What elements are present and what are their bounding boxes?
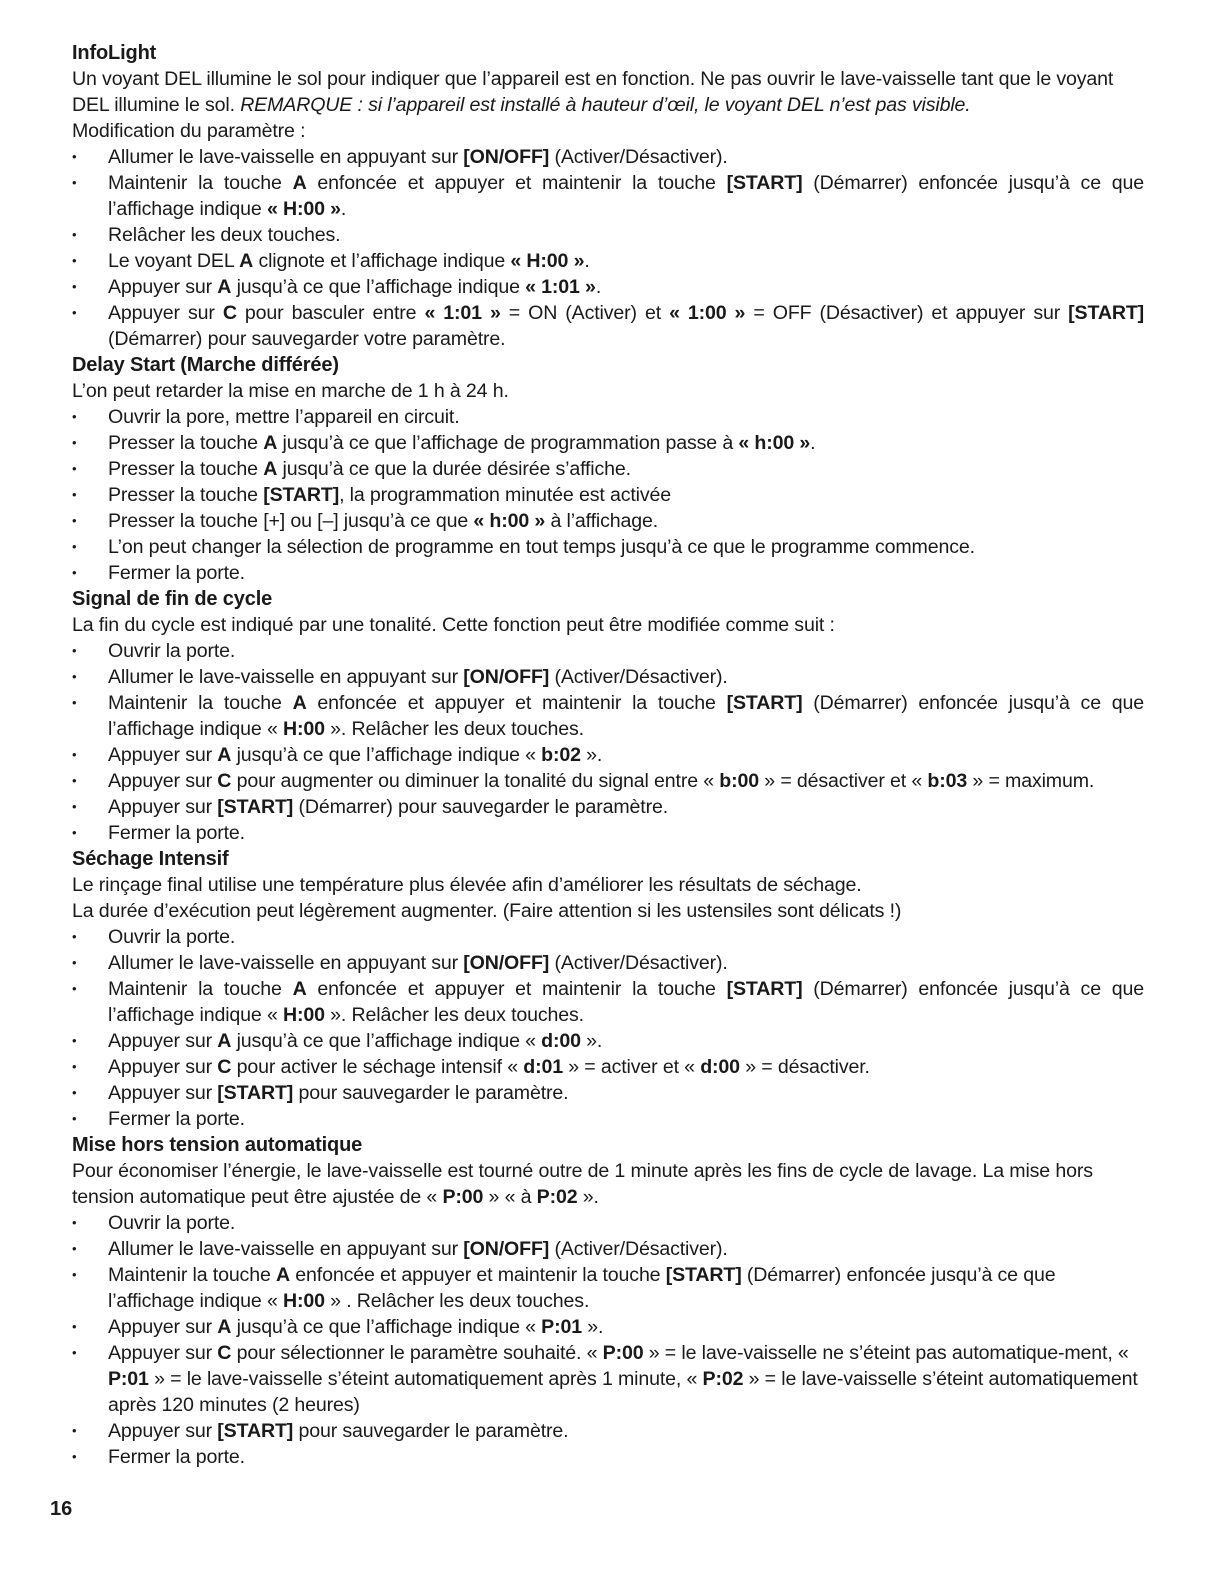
bullet-item	[72, 1340, 1144, 1418]
bold-text: b:02	[541, 744, 581, 766]
bullet-item	[72, 794, 1144, 820]
text-run: (Activer/Désactiver).	[549, 666, 728, 688]
text-run: Appuyer sur	[108, 1342, 218, 1364]
text-run: Presser la touche	[108, 458, 264, 480]
bold-text: C	[217, 770, 232, 792]
text-run: Appuyer sur	[108, 744, 218, 766]
text-run: Le voyant DEL	[108, 250, 240, 272]
bold-text: P:01	[541, 1316, 582, 1338]
bullet-item	[72, 534, 1144, 560]
bullet-item	[72, 1236, 1144, 1262]
text-run: L’on peut changer la sélection de programme en tout temps jusqu’à ce que le programme commence.	[108, 536, 975, 558]
bullet-item	[72, 1106, 1144, 1132]
bullet-item	[72, 950, 1144, 976]
bullet-list-signal-de-fin-de-cycle	[72, 638, 1144, 846]
text-run: enfoncée et appuyer et maintenir la touche	[306, 978, 727, 1000]
text-run: (Démarrer) pour sauvegarder votre paramètre.	[108, 328, 506, 350]
bold-text: [ON/OFF]	[463, 1238, 550, 1260]
text-run: (Démarrer) enfoncée jusqu’à ce que l’affichage indique	[108, 172, 1145, 220]
bullet-item	[72, 1262, 1144, 1314]
text-run: Fermer la porte.	[108, 822, 245, 844]
page-number: 16	[50, 1498, 73, 1520]
bold-text: [ON/OFF]	[463, 666, 550, 688]
section-paragraph	[72, 898, 1144, 924]
bullet-item	[72, 560, 1144, 586]
section-heading-sechage-intensif: Séchage Intensif	[72, 848, 229, 870]
bullet-item	[72, 742, 1144, 768]
section-heading-mise-hors-tension-automatique: Mise hors tension automatique	[72, 1134, 363, 1156]
section-heading-infolight: InfoLight	[72, 42, 157, 64]
text-run: clignote et l’affichage indique	[253, 250, 511, 272]
text-run: Allumer le lave-vaisselle en appuyant sur	[108, 146, 464, 168]
text-run: (Activer/Désactiver).	[549, 146, 728, 168]
text-run: .	[340, 198, 347, 220]
text-run: ».	[580, 744, 603, 766]
text-run: à l’affichage.	[545, 510, 659, 532]
bold-text: [START]	[217, 1420, 294, 1442]
bullet-list-infolight	[72, 144, 1144, 352]
section-paragraph	[72, 118, 1144, 144]
text-run: Allumer le lave-vaisselle en appuyant sur	[108, 1238, 464, 1260]
text-run: pour basculer entre	[236, 302, 425, 324]
text-run: Appuyer sur	[108, 1056, 218, 1078]
bold-text: A	[217, 276, 232, 298]
bullet-item	[72, 1028, 1144, 1054]
text-run: pour sélectionner le paramètre souhaité. «	[231, 1342, 603, 1364]
bold-text: A	[263, 432, 278, 454]
bold-text: H:00	[283, 718, 325, 740]
bullet-item	[72, 482, 1144, 508]
bullet-item	[72, 300, 1144, 352]
text-run: » = maximum.	[967, 770, 1095, 792]
bold-text: A	[276, 1264, 290, 1286]
bold-text: A	[239, 250, 254, 272]
text-run: Modification du paramètre :	[72, 120, 306, 142]
bullet-item	[72, 1444, 1144, 1470]
bold-text: « 1:01 »	[525, 276, 596, 298]
text-run: ». Relâcher les deux touches.	[324, 1004, 584, 1026]
bold-text: A	[217, 744, 232, 766]
bold-text: A	[292, 978, 307, 1000]
bold-text: [ON/OFF]	[463, 146, 550, 168]
bold-text: P:00	[442, 1186, 484, 1208]
text-run: jusqu’à ce que l’affichage indique «	[231, 1030, 542, 1052]
text-run: jusqu’à ce que l’affichage de programmation passe à	[277, 432, 739, 454]
bold-text: H:00	[283, 1004, 325, 1026]
bold-text: P:02	[536, 1186, 578, 1208]
text-run: Appuyer sur	[108, 1420, 218, 1442]
text-run: Appuyer sur	[108, 1030, 218, 1052]
text-run: Allumer le lave-vaisselle en appuyant sur	[108, 666, 464, 688]
text-run: » = désactiver et «	[759, 770, 928, 792]
bold-text: d:00	[541, 1030, 581, 1052]
text-run: (Démarrer) enfoncée jusqu’à ce que l’affichage indique «	[108, 978, 1145, 1026]
text-run: pour sauvegarder le paramètre.	[293, 1420, 569, 1442]
bold-text: [START]	[726, 692, 803, 714]
text-run: Presser la touche	[108, 432, 264, 454]
bullet-item	[72, 430, 1144, 456]
text-run: , la programmation minutée est activée	[339, 484, 671, 506]
section-heading-signal-de-fin-de-cycle: Signal de fin de cycle	[72, 588, 273, 610]
text-run: Un voyant DEL illumine le sol pour indiquer que l’appareil est en fonction. Ne pas ouvrir le lave-vaisselle tant que le voyant DEL illumine le sol.	[72, 68, 1114, 116]
text-run: » = désactiver.	[739, 1056, 870, 1078]
text-run: enfoncée et appuyer et maintenir la touche	[306, 172, 727, 194]
bullet-item	[72, 1210, 1144, 1236]
bullet-item	[72, 820, 1144, 846]
bold-text: P:00	[602, 1342, 644, 1364]
section-paragraph	[72, 66, 1144, 118]
bold-text: « 1:00 »	[669, 302, 746, 324]
text-run: jusqu’à ce que la durée désirée s’affiche.	[277, 458, 631, 480]
text-run: (Démarrer) pour sauvegarder le paramètre.	[293, 796, 668, 818]
bullet-item	[72, 508, 1144, 534]
text-run: Pour économiser l’énergie, le lave-vaisselle est tourné outre de 1 minute après les fins de cycle de lavage. La mise hors tension automatique peut être ajustée de «	[72, 1160, 1093, 1208]
text-run: ».	[580, 1030, 603, 1052]
text-run: Ouvrir la porte.	[108, 926, 236, 948]
text-run: Appuyer sur	[108, 770, 218, 792]
bold-text: P:01	[108, 1368, 149, 1390]
text-run: La durée d’exécution peut légèrement augmenter. (Faire attention si les ustensiles sont délicats !)	[72, 900, 902, 922]
text-run: Appuyer sur	[108, 1082, 218, 1104]
text-run: Allumer le lave-vaisselle en appuyant sur	[108, 952, 464, 974]
text-run: » . Relâcher les deux touches.	[324, 1290, 590, 1312]
text-run: Le rinçage final utilise une température plus élevée afin d’améliorer les résultats de séchage.	[72, 874, 862, 896]
bullet-list-mise-hors-tension-automatique	[72, 1210, 1144, 1470]
text-run: Maintenir la touche	[108, 172, 293, 194]
bold-text: H:00	[283, 1290, 325, 1312]
text-run: pour augmenter ou diminuer la tonalité du signal entre «	[231, 770, 720, 792]
text-run: Ouvrir la porte.	[108, 1212, 236, 1234]
bold-text: [START]	[263, 484, 340, 506]
bold-text: A	[263, 458, 278, 480]
bold-text: [START]	[217, 1082, 294, 1104]
text-run: » = le lave-vaisselle s’éteint automatiquement après 120 minutes (2 heures)	[108, 1368, 1138, 1416]
bold-text: b:03	[927, 770, 968, 792]
bold-text: b:00	[719, 770, 759, 792]
bullet-item	[72, 274, 1144, 300]
bullet-item	[72, 1080, 1144, 1106]
bold-text: [START]	[1068, 302, 1145, 324]
bullet-item	[72, 170, 1144, 222]
bullet-item	[72, 638, 1144, 664]
text-run: (Démarrer) enfoncée jusqu’à ce que l’affichage indique «	[108, 1264, 1056, 1312]
text-run: .	[595, 276, 602, 298]
text-run: .	[584, 250, 590, 272]
text-run: (Démarrer) enfoncée jusqu’à ce que l’affichage indique «	[108, 692, 1145, 740]
section-paragraph	[72, 378, 1144, 404]
bullet-item	[72, 690, 1144, 742]
manual-page	[72, 40, 1144, 1470]
bold-text: A	[292, 692, 307, 714]
text-run: ».	[577, 1186, 599, 1208]
bold-text: C	[217, 1342, 232, 1364]
bold-text: C	[217, 1056, 232, 1078]
bullet-item	[72, 976, 1144, 1028]
text-run: Maintenir la touche	[108, 692, 293, 714]
text-run: Maintenir la touche	[108, 1264, 276, 1286]
italic-note: REMARQUE : si l’appareil est installé à hauteur d’œil, le voyant DEL n’est pas visible.	[240, 94, 971, 116]
bold-text: d:00	[700, 1056, 740, 1078]
bold-text: A	[292, 172, 307, 194]
text-run: » « à	[483, 1186, 537, 1208]
bold-text: A	[217, 1316, 232, 1338]
text-run: (Activer/Désactiver).	[549, 952, 728, 974]
bullet-item	[72, 1418, 1144, 1444]
text-run: jusqu’à ce que l’affichage indique «	[231, 1316, 542, 1338]
text-run: enfoncée et appuyer et maintenir la touche	[306, 692, 727, 714]
bold-text: « H:00 »	[510, 250, 585, 272]
bullet-item	[72, 664, 1144, 690]
bullet-item	[72, 248, 1144, 274]
bold-text: [START]	[217, 796, 294, 818]
text-run: ».	[581, 1316, 604, 1338]
bold-text: [START]	[726, 978, 803, 1000]
section-paragraph	[72, 1158, 1144, 1210]
text-run: Fermer la porte.	[108, 1108, 245, 1130]
bold-text: d:01	[523, 1056, 563, 1078]
bold-text: [START]	[665, 1264, 742, 1286]
section-paragraph	[72, 612, 1144, 638]
bold-text: [START]	[726, 172, 803, 194]
text-run: (Activer/Désactiver).	[549, 1238, 728, 1260]
bold-text: « h:00 »	[473, 510, 546, 532]
bold-text: « h:00 »	[738, 432, 811, 454]
bullet-item	[72, 404, 1144, 430]
text-run: .	[810, 432, 816, 454]
text-run: L’on peut retarder la mise en marche de 1 h à 24 h.	[72, 380, 509, 402]
text-run: La fin du cycle est indiqué par une tonalité. Cette fonction peut être modifiée comme suit :	[72, 614, 835, 636]
text-run: Fermer la porte.	[108, 562, 245, 584]
bullet-item	[72, 924, 1144, 950]
section-paragraph	[72, 872, 1144, 898]
bold-text: P:02	[702, 1368, 744, 1390]
text-run: Ouvrir la pore, mettre l’appareil en circuit.	[108, 406, 460, 428]
text-run: enfoncée et appuyer et maintenir la touche	[290, 1264, 666, 1286]
bullet-item	[72, 768, 1144, 794]
bold-text: C	[222, 302, 237, 324]
text-run: » = le lave-vaisselle ne s’éteint pas automatique-ment, «	[643, 1342, 1129, 1364]
text-run: jusqu’à ce que l’affichage indique «	[231, 744, 542, 766]
text-run: Presser la touche	[108, 484, 264, 506]
bold-text: [ON/OFF]	[463, 952, 550, 974]
bullet-item	[72, 222, 1144, 248]
text-run: Presser la touche [+] ou [–] jusqu’à ce que	[108, 510, 474, 532]
bullet-list-sechage-intensif	[72, 924, 1144, 1132]
text-run: pour activer le séchage intensif «	[231, 1056, 524, 1078]
bullet-list-delay-start-marche-differee	[72, 404, 1144, 586]
text-run: Relâcher les deux touches.	[108, 224, 341, 246]
bold-text: A	[217, 1030, 232, 1052]
text-run: » = le lave-vaisselle s’éteint automatiquement après 1 minute, «	[148, 1368, 703, 1390]
text-run: Fermer la porte.	[108, 1446, 245, 1468]
text-run: » = activer et «	[562, 1056, 701, 1078]
bullet-item	[72, 144, 1144, 170]
text-run: Appuyer sur	[108, 276, 218, 298]
text-run: = OFF (Désactiver) et appuyer sur	[745, 302, 1069, 324]
text-run: ». Relâcher les deux touches.	[324, 718, 584, 740]
bold-text: « H:00 »	[266, 198, 341, 220]
section-heading-delay-start-marche-differee: Delay Start (Marche différée)	[72, 354, 339, 376]
text-run: = ON (Activer) et	[500, 302, 670, 324]
bullet-item	[72, 1314, 1144, 1340]
bullet-item	[72, 456, 1144, 482]
text-run: Appuyer sur	[108, 796, 218, 818]
text-run: Maintenir la touche	[108, 978, 293, 1000]
bullet-item	[72, 1054, 1144, 1080]
text-run: Appuyer sur	[108, 302, 223, 324]
text-run: Appuyer sur	[108, 1316, 218, 1338]
text-run: Ouvrir la porte.	[108, 640, 236, 662]
bold-text: « 1:01 »	[424, 302, 501, 324]
text-run: pour sauvegarder le paramètre.	[293, 1082, 569, 1104]
text-run: jusqu’à ce que l’affichage indique	[231, 276, 526, 298]
